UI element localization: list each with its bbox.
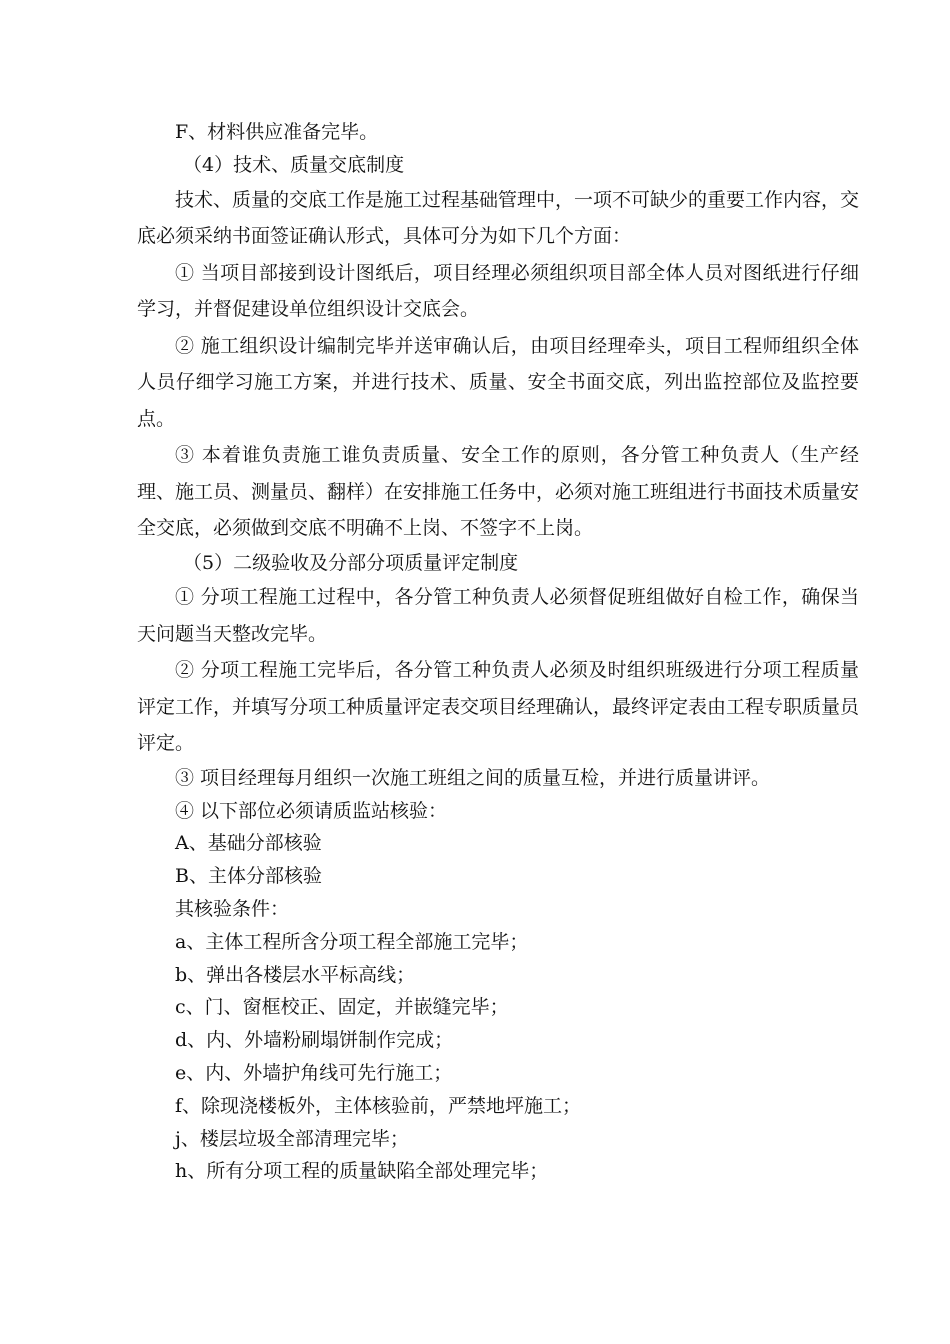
condition-item: b、弹出各楼层水平标高线；: [175, 963, 416, 986]
condition-item: e、内、外墙护角线可先行施工；: [175, 1062, 453, 1085]
paragraph-acceptance-3: ③ 项目经理每月组织一次施工班组之间的质量互检，并进行质量讲评。: [175, 766, 771, 789]
section-heading-5: （5）二级验收及分部分项质量评定制度: [183, 551, 519, 574]
paragraph-acceptance-2: ② 分项工程施工完毕后，各分管工种负责人必须及时组织班级进行分项工程质量评定工作，并填写分项工种质量评定表交项目经理确认，最终评定表由工程专职质量员评定。: [137, 659, 860, 755]
paragraph-item-1: ① 当项目部接到设计图纸后，项目经理必须组织项目部全体人员对图纸进行仔细学习，并督促建设单位组织设计交底会。: [137, 261, 859, 321]
paragraph-item-3: ③ 本着谁负责施工谁负责质量、安全工作的原则，各分管工种负责人（生产经理、施工员、测量员、翻样）在安排施工任务中，必须对施工班组进行书面技术质量安全交底，必须做到交底不明确不上岗、不签字不上岗。: [137, 444, 860, 540]
conditions-heading: 其核验条件：: [175, 898, 290, 921]
list-item-main-structure: B、主体分部核验: [175, 865, 322, 888]
condition-item: j、楼层垃圾全部清理完毕；: [175, 1127, 409, 1150]
condition-item: f、除现浇楼板外，主体核验前，严禁地坪施工；: [175, 1094, 582, 1117]
document-body: [137, 116, 859, 1188]
condition-item: a、主体工程所含分项工程全部施工完毕；: [175, 930, 529, 953]
list-item-foundation: A、基础分部核验: [175, 832, 322, 855]
paragraph-intro: 技术、质量的交底工作是施工过程基础管理中，一项不可缺少的重要工作内容，交底必须采纳书面签证确认形式，具体可分为如下几个方面：: [137, 188, 860, 248]
condition-item: c、门、窗框校正、固定，并嵌缝完毕；: [175, 996, 509, 1019]
section-heading-4: （4）技术、质量交底制度: [183, 153, 405, 176]
paragraph-acceptance-4: ④ 以下部位必须请质监站核验：: [175, 799, 448, 822]
condition-item: h、所有分项工程的质量缺陷全部处理完毕；: [175, 1160, 549, 1183]
paragraph-item-2: ② 施工组织设计编制完毕并送审确认后，由项目经理牵头，项目工程师组织全体人员仔细学习施工方案，并进行技术、质量、安全书面交底，列出监控部位及监控要点。: [137, 334, 859, 430]
paragraph-acceptance-1: ① 分项工程施工过程中，各分管工种负责人必须督促班组做好自检工作，确保当天问题当天整改完毕。: [137, 586, 859, 645]
condition-item: d、内、外墙粉刷塌饼制作完成；: [175, 1029, 454, 1052]
paragraph-materials: F、材料供应准备完毕。: [175, 121, 379, 143]
